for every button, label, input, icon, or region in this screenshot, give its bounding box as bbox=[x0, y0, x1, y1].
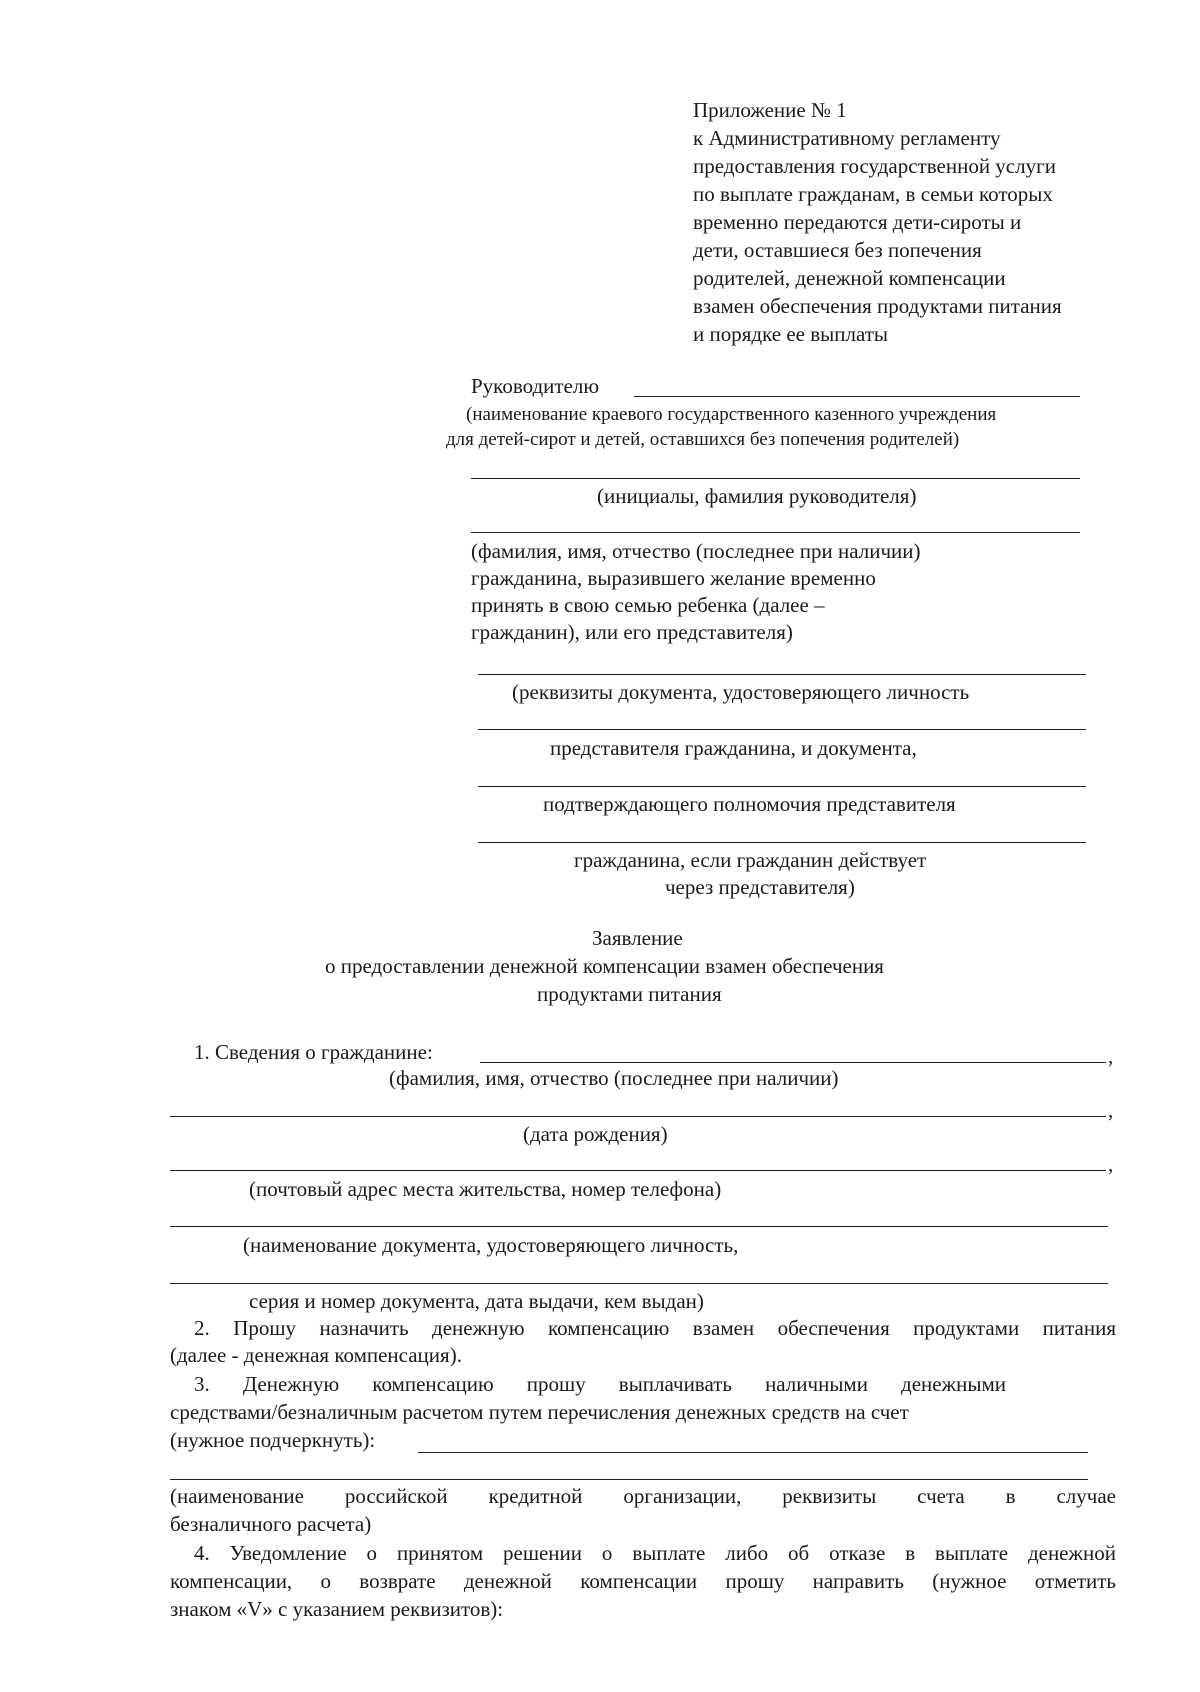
appendix-line: и порядке ее выплаты bbox=[693, 322, 889, 346]
document-hint: подтверждающего полномочия представителя bbox=[543, 792, 956, 816]
appendix-line: дети, оставшиеся без попечения bbox=[693, 238, 982, 262]
title-line: продуктами питания bbox=[537, 982, 722, 1006]
id-document-field[interactable] bbox=[170, 1226, 1108, 1227]
title-line: о предоставлении денежной компенсации взамен обеспечения bbox=[325, 954, 884, 978]
document-field-1[interactable] bbox=[478, 674, 1086, 675]
head-label: Руководителю bbox=[471, 374, 600, 398]
notification-line: знаком «V» с указанием реквизитов): bbox=[170, 1597, 504, 1621]
document-hint: представителя гражданина, и документа, bbox=[550, 736, 917, 760]
head-initials-hint: (инициалы, фамилия руководителя) bbox=[597, 484, 917, 508]
appendix-line: по выплате гражданам, в семьи которых bbox=[693, 182, 1053, 206]
document-hint: через представителя) bbox=[665, 875, 855, 899]
citizen-hint: гражданин), или его представителя) bbox=[471, 620, 793, 644]
appendix-line: временно передаются дети-сироты и bbox=[693, 210, 1022, 234]
appendix-line: взамен обеспечения продуктами питания bbox=[693, 294, 1062, 318]
head-initials-field[interactable] bbox=[471, 478, 1080, 479]
document-field-2[interactable] bbox=[478, 729, 1086, 730]
bank-hint: безналичного расчета) bbox=[170, 1512, 372, 1536]
institution-hint: для детей-сирот и детей, оставшихся без попечения родителей) bbox=[446, 429, 960, 450]
citizen-name-field[interactable] bbox=[471, 532, 1080, 533]
birth-hint: (дата рождения) bbox=[523, 1122, 668, 1146]
appendix-line: родителей, денежной компенсации bbox=[693, 266, 1006, 290]
comma: , bbox=[1108, 1152, 1114, 1176]
document-hint: (реквизиты документа, удостоверяющего личность bbox=[512, 680, 970, 704]
citizen-hint: гражданина, выразившего желание временно bbox=[471, 566, 876, 590]
document-field-3[interactable] bbox=[478, 786, 1086, 787]
doc-details-hint: серия и номер документа, дата выдачи, кем выдан) bbox=[249, 1289, 704, 1313]
doc-hint: (наименование документа, удостоверяющего личность, bbox=[243, 1233, 739, 1257]
address-hint: (почтовый адрес места жительства, номер телефона) bbox=[249, 1177, 722, 1201]
bank-account-field-2[interactable] bbox=[170, 1479, 1088, 1480]
citizen-fio-field[interactable] bbox=[480, 1062, 1106, 1063]
fio-hint: (фамилия, имя, отчество (последнее при наличии) bbox=[389, 1066, 839, 1090]
citizen-hint: принять в свою семью ребенка (далее – bbox=[471, 593, 825, 617]
address-field[interactable] bbox=[170, 1170, 1106, 1171]
payment-line: 3. Денежную компенсацию прошу выплачивать наличными денежными bbox=[194, 1372, 1006, 1396]
institution-hint: (наименование краевого государственного казенного учреждения bbox=[466, 404, 997, 425]
notification-line: компенсации, о возврате денежной компенсации прошу направить (нужное отметить bbox=[170, 1569, 1116, 1593]
bank-account-field[interactable] bbox=[418, 1452, 1088, 1453]
appendix-number: Приложение № 1 bbox=[693, 98, 847, 122]
request-line: 2. Прошу назначить денежную компенсацию взамен обеспечения продуктами питания bbox=[194, 1316, 1116, 1340]
institution-head-field[interactable] bbox=[634, 396, 1080, 397]
document-hint: гражданина, если гражданин действует bbox=[574, 848, 927, 872]
bank-hint: (наименование российской кредитной организации, реквизиты счета в случае bbox=[170, 1484, 1116, 1508]
citizen-hint: (фамилия, имя, отчество (последнее при наличии) bbox=[471, 539, 921, 563]
title-line: Заявление bbox=[592, 926, 683, 950]
request-line: (далее - денежная компенсация). bbox=[170, 1343, 462, 1367]
payment-line: средствами/безналичным расчетом путем перечисления денежных средств на счет bbox=[170, 1400, 909, 1424]
id-document-details-field[interactable] bbox=[170, 1283, 1108, 1284]
birth-date-field[interactable] bbox=[170, 1116, 1106, 1117]
notification-line: 4. Уведомление о принятом решении о выплате либо об отказе в выплате денежной bbox=[194, 1541, 1116, 1565]
payment-line: (нужное подчеркнуть): bbox=[170, 1428, 376, 1452]
comma: , bbox=[1108, 1044, 1114, 1068]
appendix-line: предоставления государственной услуги bbox=[693, 154, 1056, 178]
comma: , bbox=[1108, 1098, 1114, 1122]
appendix-line: к Административному регламенту bbox=[693, 126, 1001, 150]
citizen-info-label: 1. Сведения о гражданине: bbox=[194, 1040, 433, 1064]
document-field-4[interactable] bbox=[478, 842, 1086, 843]
